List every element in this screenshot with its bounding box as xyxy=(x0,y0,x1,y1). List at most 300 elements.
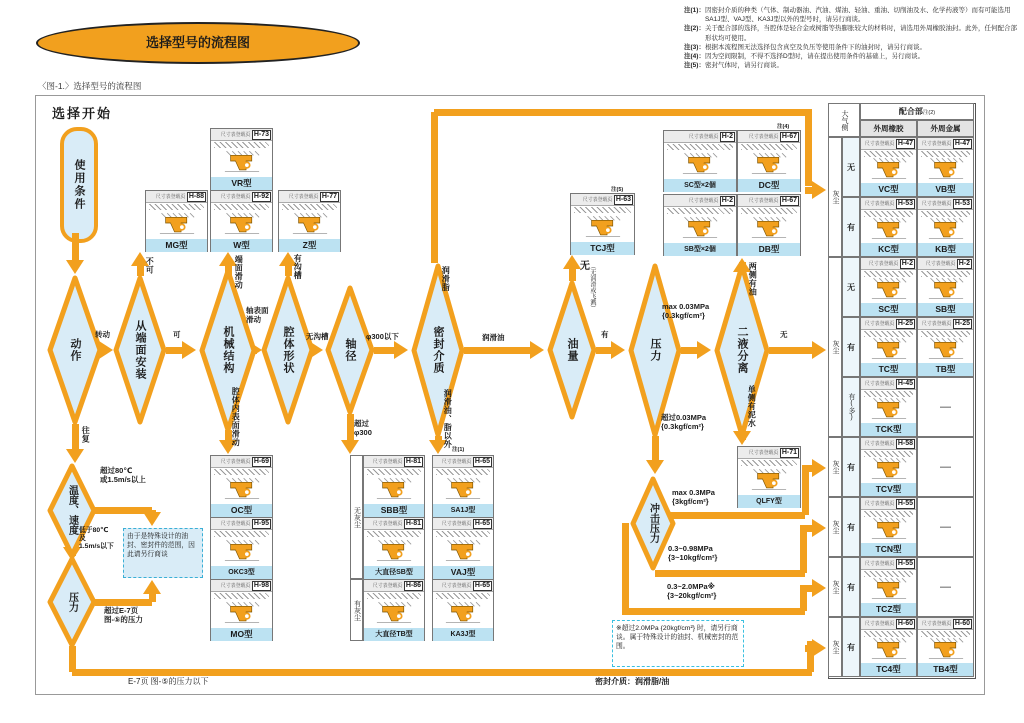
card-drawing xyxy=(211,592,272,628)
branch-label-line: 无 xyxy=(780,330,788,339)
card-model-label: SBB型 xyxy=(364,504,424,517)
card-z xyxy=(278,190,341,252)
card-db xyxy=(737,194,801,256)
footnote-tag: 注(1)： xyxy=(684,7,705,14)
card-model-label: KC型 xyxy=(861,243,916,256)
branch-label-endface-slide xyxy=(234,255,243,289)
card-drawing xyxy=(433,468,493,504)
flow-connector xyxy=(434,109,812,116)
card-drawing xyxy=(918,630,973,663)
table-condition-cell: 有 xyxy=(842,497,860,557)
branch-label-line: 及 xyxy=(79,534,86,542)
card-header xyxy=(433,456,493,468)
branch-label-line: 端面滑动 xyxy=(234,255,244,289)
page-ref-badge: H-65 xyxy=(474,519,490,527)
arrowhead-icon xyxy=(812,639,826,657)
seal-cross-section-icon xyxy=(867,514,911,542)
branch-label-line: 超过E-7页 xyxy=(104,606,139,615)
branch-label-line: 有沟槽 xyxy=(293,254,303,280)
bottom-pressure-label: E-7页 图-⑤的压力以下 xyxy=(128,677,209,686)
decision-two-liquid xyxy=(714,263,770,438)
card-model-label: TCN型 xyxy=(861,543,916,556)
decision-shaft-dia xyxy=(325,285,375,415)
flow-connector xyxy=(625,608,805,615)
card-drawing xyxy=(738,459,800,495)
branch-label-grease xyxy=(441,266,450,292)
decision-label-text: 腔体形状 xyxy=(282,326,294,374)
card-drawing xyxy=(433,592,493,628)
card-header xyxy=(861,378,916,390)
fitting-header-text: 配合部 xyxy=(898,107,923,116)
decision-medium xyxy=(411,263,465,438)
seal-cross-section-icon xyxy=(220,147,264,175)
card-header-label: 尺寸表登载页 xyxy=(372,583,403,589)
card-vaj xyxy=(432,517,494,579)
branch-label-line: {0.3kgf/cm²} xyxy=(662,310,705,320)
card-header xyxy=(918,618,973,630)
branch-label-line: 轴表面 xyxy=(246,306,269,315)
flow-connector xyxy=(95,599,152,606)
table-model-cell-metal xyxy=(917,257,974,317)
card-model-label: W型 xyxy=(211,239,272,252)
seal-cross-section-icon xyxy=(924,274,968,302)
arrowhead-icon xyxy=(812,341,826,359)
branch-label-mud xyxy=(747,385,756,428)
footnote xyxy=(684,43,1020,52)
card-header xyxy=(211,456,272,468)
table-dust-group xyxy=(828,137,842,257)
footnote-tag: 注(3)： xyxy=(684,43,705,51)
card-header-label: 尺寸表登载页 xyxy=(864,441,895,447)
branch-label-line: 无沟槽 xyxy=(306,332,329,341)
card-drawing xyxy=(861,150,916,183)
footnote-text: 关于配合部的选择，当腔体是轻合金或树脂等热膨胀较大的材料时，请选用外周橡胶油封。此外，任何配合部形状均可使用。 xyxy=(704,25,1017,42)
decision-label-text: 压力 xyxy=(649,338,661,362)
page-ref-badge: H-69 xyxy=(253,457,269,465)
branch-label-ok xyxy=(173,331,181,340)
card-model-label: TC4型 xyxy=(861,663,916,676)
table-condition-cell xyxy=(842,377,860,437)
page-ref-badge: H-55 xyxy=(897,499,913,507)
branch-label-over-003 xyxy=(661,414,706,431)
card-header-label: 尺寸表登载页 xyxy=(864,381,895,387)
card-footnote-ref: 注(5) xyxy=(611,187,624,193)
arrowhead-icon xyxy=(611,341,625,359)
table-dust-group xyxy=(828,257,842,437)
card-header-label: 尺寸表登载页 xyxy=(921,201,952,207)
table-dust-group xyxy=(828,617,842,677)
flow-connector xyxy=(800,531,807,573)
card-header xyxy=(861,318,916,330)
branch-label-rotate xyxy=(95,331,110,340)
card-drawing xyxy=(279,203,340,239)
card-model-label: Z型 xyxy=(279,239,340,252)
arrowhead-icon xyxy=(143,580,161,594)
seal-cross-section-icon xyxy=(441,536,485,564)
branch-label-over-80 xyxy=(100,467,146,484)
card-sa1j xyxy=(432,455,494,517)
decision-label-text: 动作 xyxy=(69,338,81,362)
card-header xyxy=(664,195,736,207)
footnote-tag: 注(2)： xyxy=(684,25,705,33)
figure-caption: 〈图-1.〉选择型号的流程图 xyxy=(38,81,142,91)
table-model-cell-rubber xyxy=(860,257,917,317)
table-model-cell-metal xyxy=(917,317,974,377)
card-header-label: 尺寸表登载页 xyxy=(921,321,952,327)
card-header xyxy=(861,498,916,510)
card-footnote-ref: 注(4) xyxy=(777,124,790,130)
seal-cross-section-icon xyxy=(441,598,485,626)
arrowhead-icon xyxy=(812,181,826,199)
table-header-metal: 外周金属 xyxy=(917,120,974,137)
footnote-text: 因为空间限制，不得不选择D型时，请在提出使用条件的基础上，另行商谈。 xyxy=(704,53,925,61)
card-header xyxy=(364,518,424,530)
card-drawing xyxy=(861,450,916,483)
seal-cross-section-icon xyxy=(372,536,416,564)
table-model-cell-metal: — xyxy=(917,497,974,557)
seal-cross-section-icon xyxy=(867,214,911,242)
branch-label-line: 1.5m/s以下 xyxy=(79,542,114,550)
card-model-label: DB型 xyxy=(738,243,800,256)
table-condition-cell: 无 xyxy=(842,137,860,197)
page-title: 选择型号的流程图 xyxy=(145,35,250,50)
arrowhead-icon xyxy=(812,519,826,537)
dust-group-label: 灰尘 xyxy=(832,580,839,594)
card-model-label: TB4型 xyxy=(918,663,973,676)
dust-group-label: 灰尘 xyxy=(832,190,839,204)
card-drawing xyxy=(211,530,272,566)
arrowhead-icon xyxy=(394,341,408,359)
card-header-label: 尺寸表登载页 xyxy=(688,198,718,204)
dust-group-label: 灰尘 xyxy=(832,520,839,534)
card-header xyxy=(211,191,272,203)
seal-cross-section-icon xyxy=(867,574,911,602)
page-ref-badge: H-25 xyxy=(954,319,970,327)
card-header xyxy=(918,198,973,210)
seal-cross-section-icon xyxy=(867,394,911,422)
page-ref-badge: H-65 xyxy=(474,581,490,589)
card-model-label: MG型 xyxy=(146,239,207,252)
card-dc xyxy=(737,130,801,192)
card-drawing xyxy=(918,150,973,183)
card-drawing xyxy=(211,468,272,504)
branch-label-no-groove xyxy=(306,333,329,342)
seal-cross-section-icon xyxy=(678,149,722,177)
card-header xyxy=(146,191,207,203)
card-header-label: 尺寸表登载页 xyxy=(220,132,251,138)
decision-label xyxy=(47,275,103,425)
special-design-note-box: 由于是特殊设计的油封、密封件的范围，因此请另行商谈 xyxy=(123,528,203,578)
branch-label-under-300 xyxy=(366,333,399,342)
seal-cross-section-icon xyxy=(220,474,264,502)
branch-label-max-03 xyxy=(672,489,715,506)
atmosphere-header-text: 大气侧 xyxy=(841,109,848,131)
branch-label-range-098 xyxy=(668,545,717,562)
card-header xyxy=(918,138,973,150)
branch-label-line: 注(1) xyxy=(452,447,465,453)
page-ref-badge: H-67 xyxy=(781,132,797,140)
dust-side-label xyxy=(350,579,363,641)
branch-label-line: {3kgf/cm²} xyxy=(672,496,709,506)
page-ref-badge: H-88 xyxy=(188,192,204,200)
card-drawing xyxy=(146,203,207,239)
arrowhead-icon xyxy=(182,341,196,359)
card-header-label: 尺寸表登载页 xyxy=(441,521,472,527)
card-model-label: OC型 xyxy=(211,504,272,517)
branch-label-line: φ300以下 xyxy=(366,332,399,341)
card-header-label: 尺寸表登载页 xyxy=(921,141,952,147)
card-header xyxy=(738,195,800,207)
branch-label-line: φ300 xyxy=(354,427,372,437)
card-mo xyxy=(210,579,273,641)
flow-connector xyxy=(655,570,805,577)
footnote-text: 因密封介质的种类（气体、制动器油、汽油、煤油、轻油、重油、切削油及水、化学药液等）而有可能选用SA1J型、VAJ型、KA3J型以外的型号时，请另行商谈。 xyxy=(704,7,1011,24)
seal-cross-section-icon xyxy=(924,154,968,182)
decision-endface xyxy=(113,275,167,425)
card-header-label: 尺寸表登载页 xyxy=(925,261,955,267)
footnotes xyxy=(684,6,1020,71)
branch-label-line: 润滑油 xyxy=(482,333,505,342)
card-header-label: 尺寸表登载页 xyxy=(748,450,779,456)
branch-label-line: 低于80℃ xyxy=(79,527,109,534)
branch-label-line: 滑动 xyxy=(246,314,261,324)
card-header-label: 尺寸表登载页 xyxy=(748,134,779,140)
branch-label-line: 或1.5m/s以上 xyxy=(100,474,146,484)
branch-label-line: 超过80℃ xyxy=(100,466,133,475)
card-model-label: SC型 xyxy=(861,303,916,316)
table-model-cell-rubber xyxy=(860,137,917,197)
flow-connector xyxy=(431,112,438,263)
card-header-label: 尺寸表登载页 xyxy=(864,621,895,627)
seal-cross-section-icon xyxy=(155,209,199,237)
fitting-header-note: 注(2) xyxy=(922,109,936,116)
branch-label-no-sep xyxy=(780,331,788,340)
seal-cross-section-icon xyxy=(220,209,264,237)
dust-side-label xyxy=(350,455,363,579)
seal-cross-section-icon xyxy=(924,634,968,662)
page-ref-badge: H-2 xyxy=(901,259,913,267)
card-header-label: 尺寸表登载页 xyxy=(372,459,403,465)
branch-label-line: 图-⑤的压力 xyxy=(104,614,143,624)
table-condition-cell: 有 xyxy=(842,197,860,257)
page-ref-badge: H-55 xyxy=(897,559,913,567)
card-oc xyxy=(210,455,273,517)
card-header xyxy=(918,318,973,330)
table-model-cell-metal xyxy=(917,617,974,677)
card-header-label: 尺寸表登载页 xyxy=(220,583,251,589)
seal-cross-section-icon xyxy=(747,213,791,241)
page-ref-badge: H-98 xyxy=(253,581,269,589)
card-model-label: SC型×2個 xyxy=(664,179,736,192)
table-condition-cell: 有 xyxy=(842,557,860,617)
card-tcj xyxy=(570,193,635,255)
card-header xyxy=(571,194,634,206)
branch-label-line: 往复 xyxy=(81,426,91,443)
branch-label-line: 无 xyxy=(577,260,589,270)
card-drawing xyxy=(861,330,916,363)
table-model-cell-metal: — xyxy=(917,377,974,437)
decision-label xyxy=(714,263,770,438)
card-drawing xyxy=(211,141,272,177)
card-vr xyxy=(210,128,273,190)
card-drawing xyxy=(861,630,916,663)
table-dust-group xyxy=(828,497,842,557)
over-2mpa-note-box: ※超过2.0MPa {20kgf/cm²} 时，请另行商谈。属于特殊设计的油封、机械密封的范围。 xyxy=(612,620,744,667)
card-drawing xyxy=(861,510,916,543)
flow-connector xyxy=(622,523,629,615)
seal-cross-section-icon xyxy=(747,465,791,493)
table-model-cell-metal: — xyxy=(917,557,974,617)
branch-label-line: 0.3~2.0MPa※ xyxy=(667,582,715,591)
card-sc2 xyxy=(663,130,737,192)
card-header-label: 尺寸表登载页 xyxy=(921,621,952,627)
card-drawing xyxy=(571,206,634,242)
flow-connector xyxy=(464,347,536,354)
page-ref-badge: H-67 xyxy=(781,196,797,204)
decision-mechanism xyxy=(199,268,257,433)
branch-label-line: max 0.3MPa xyxy=(672,488,715,497)
card-okc3 xyxy=(210,517,273,579)
card-model-label: QLFY型 xyxy=(738,495,800,508)
decision-label xyxy=(325,285,375,415)
card-header-label: 尺寸表登载页 xyxy=(441,583,472,589)
card-header-label: 尺寸表登载页 xyxy=(864,561,895,567)
card-drawing xyxy=(918,210,973,243)
footnote-tag: 注(4)： xyxy=(684,53,705,61)
branch-label-lube-oil xyxy=(482,334,505,343)
branch-label-line: {3~20kgf/cm²} xyxy=(667,590,717,600)
page-ref-badge: H-95 xyxy=(253,519,269,527)
page-ref-badge: H-25 xyxy=(897,319,913,327)
branch-label-line: 腔体内表面滑动 xyxy=(231,387,241,447)
decision-pressure-low xyxy=(47,556,97,648)
card-header xyxy=(211,580,272,592)
decision-label xyxy=(199,268,257,433)
branch-label-line: 可 xyxy=(173,330,181,339)
branch-label-line: 润滑脂 xyxy=(441,266,451,292)
decision-label-text: 二液分离 xyxy=(736,326,748,374)
card-drawing xyxy=(211,203,272,239)
card-model-label: VC型 xyxy=(861,183,916,196)
card-header-label: 尺寸表登载页 xyxy=(372,521,403,527)
page-ref-badge: H-81 xyxy=(405,457,421,465)
branch-label-line: {3~10kgf/cm²} xyxy=(668,552,718,562)
decision-label xyxy=(628,263,682,438)
page-ref-badge: H-86 xyxy=(405,581,421,589)
seal-cross-section-icon xyxy=(678,213,722,241)
start-node-label: 使用条件 xyxy=(73,159,85,211)
branch-label-line: {0.3kgf/cm²} xyxy=(661,421,704,431)
dust-group-label: 灰尘 xyxy=(832,640,839,654)
arrowhead-icon xyxy=(530,341,544,359)
card-drawing xyxy=(364,530,424,566)
decision-label-text: 油量 xyxy=(566,338,578,362)
dust-group-label: 灰尘 xyxy=(832,340,839,354)
card-model-label: 大直径TB型 xyxy=(364,628,424,641)
card-drawing xyxy=(918,330,973,363)
card-model-label: SB型 xyxy=(918,303,973,316)
page-ref-badge: H-53 xyxy=(897,199,913,207)
footnote-text: 密封气体时，请另行商谈。 xyxy=(704,62,783,70)
decision-label-text: 轴径 xyxy=(344,338,356,362)
card-drawing xyxy=(664,207,736,243)
card-header-label: 尺寸表登载页 xyxy=(220,194,251,200)
page-ref-badge: H-60 xyxy=(954,619,970,627)
decision-label-text: 压力 xyxy=(66,592,78,612)
card-drawing xyxy=(918,270,973,303)
branch-label-cavity-slide xyxy=(231,387,240,447)
footnote xyxy=(684,52,1020,61)
branch-label-non-lube-note xyxy=(452,447,464,453)
flow-connector xyxy=(72,669,812,676)
seal-cross-section-icon xyxy=(924,214,968,242)
decision-label xyxy=(261,275,315,425)
card-header xyxy=(211,129,272,141)
card-model-label: VR型 xyxy=(211,177,272,190)
card-ka3j xyxy=(432,579,494,641)
branch-label-no-oil-sub xyxy=(588,263,595,311)
page-ref-badge: H-2 xyxy=(721,132,733,140)
card-header xyxy=(433,518,493,530)
card-model-label: DC型 xyxy=(738,179,800,192)
branch-label-over-300 xyxy=(354,420,372,437)
branch-label-line: 润滑油、脂以外 xyxy=(443,389,453,449)
card-model-label: KA3J型 xyxy=(433,628,493,641)
decision-label xyxy=(411,263,465,438)
card-sbb xyxy=(363,455,425,517)
card-model-label: TCZ型 xyxy=(861,603,916,616)
card-sb2 xyxy=(663,194,737,256)
card-drawing xyxy=(364,592,424,628)
page-title-ellipse xyxy=(36,22,360,64)
seal-cross-section-icon xyxy=(372,474,416,502)
footnote xyxy=(684,61,1020,70)
card-qlfy xyxy=(737,446,801,508)
branch-label-line: 有 xyxy=(601,330,609,339)
footnote xyxy=(684,24,1020,42)
footnote-text: 根据本流程图无法选择包含真空及负压等使用条件下的油封时，请另行商谈。 xyxy=(704,43,926,51)
dust-group-label: 灰尘 xyxy=(832,460,839,474)
flow-connector xyxy=(670,512,805,519)
card-model-label: KB型 xyxy=(918,243,973,256)
card-header-label: 尺寸表登载页 xyxy=(220,521,251,527)
start-heading: 选择开始 xyxy=(52,106,113,121)
card-header-label: 尺寸表登载页 xyxy=(441,459,472,465)
table-model-cell-metal xyxy=(917,197,974,257)
table-header-fitting xyxy=(860,103,974,120)
card-model-label: TC型 xyxy=(861,363,916,376)
condition-text: 有(多) xyxy=(848,393,855,421)
table-model-cell-metal xyxy=(917,137,974,197)
card-drawing xyxy=(861,390,916,423)
card-drawing xyxy=(364,468,424,504)
page-ref-badge: H-71 xyxy=(781,448,797,456)
branch-label-reciprocate xyxy=(81,426,90,443)
card-model-label: TB型 xyxy=(918,363,973,376)
branch-label-no-oil xyxy=(577,260,589,270)
card-header xyxy=(738,131,800,143)
card-header xyxy=(861,258,916,270)
arrowhead-icon xyxy=(341,440,359,454)
seal-cross-section-icon xyxy=(288,209,332,237)
footnote xyxy=(684,6,1020,24)
bottom-medium-label: 密封介质：润滑脂/油 xyxy=(595,677,670,686)
dust-side-label-text: 无灰尘 xyxy=(353,506,361,528)
branch-label-line: 超过 xyxy=(354,419,369,428)
arrowhead-icon xyxy=(66,449,84,463)
card-header-label: 尺寸表登载页 xyxy=(220,459,251,465)
branch-label-under-80 xyxy=(79,527,114,550)
